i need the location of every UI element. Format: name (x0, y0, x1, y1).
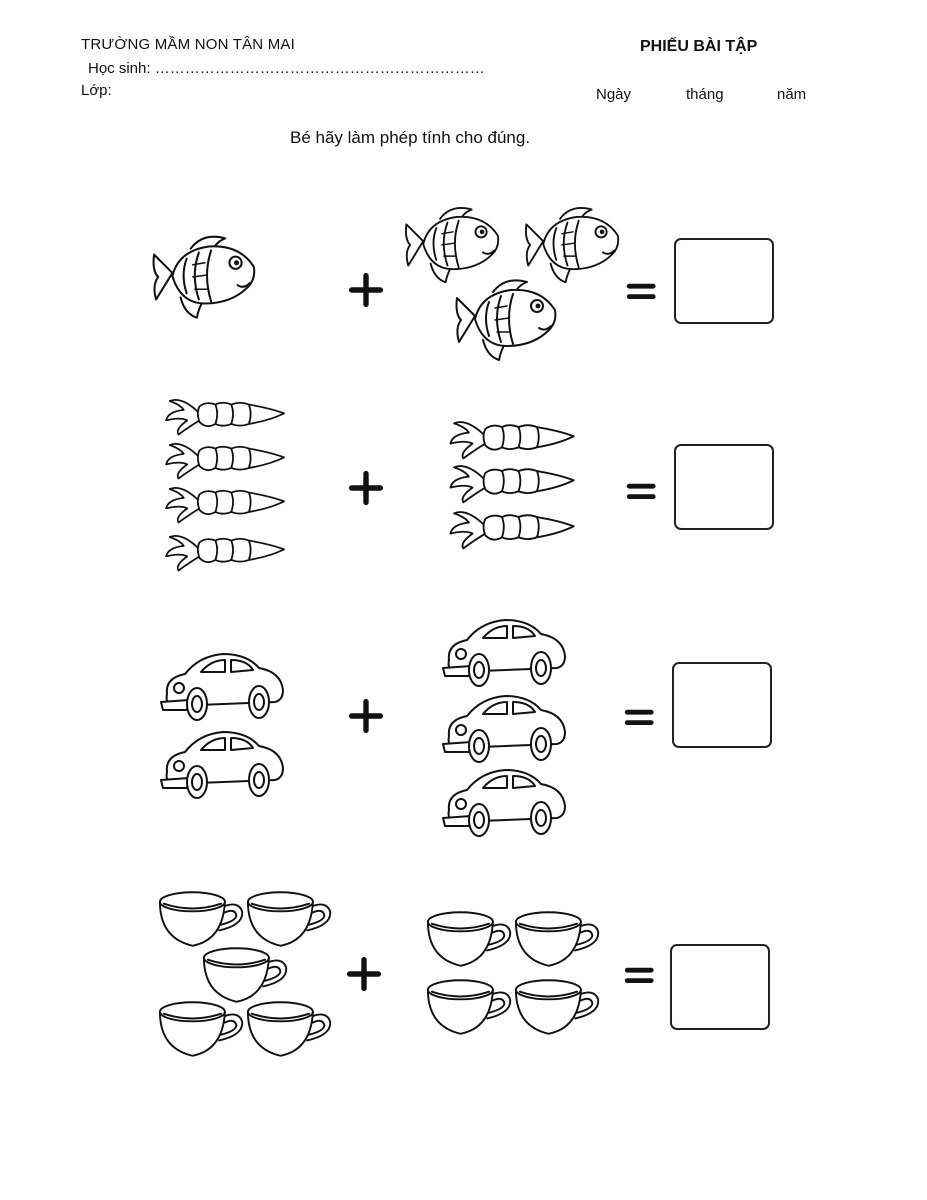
cup-icon (246, 890, 332, 948)
instruction: Bé hãy làm phép tính cho đúng. (290, 128, 531, 147)
fish-icon (150, 230, 262, 322)
car-icon (440, 764, 572, 844)
carrot-icon (156, 394, 296, 438)
answer-box[interactable] (672, 662, 772, 748)
day-label: Ngày (596, 86, 632, 103)
school-name: TRƯỜNG MẦM NON TÂN MAI (81, 36, 295, 53)
answer-box[interactable] (674, 444, 774, 530)
cup-icon (158, 1000, 244, 1058)
plus-sign (348, 272, 384, 308)
carrot-icon (440, 460, 586, 506)
equals-sign (626, 278, 658, 304)
car-icon (158, 726, 290, 806)
plus-sign (348, 470, 384, 506)
carrot-icon (440, 416, 586, 462)
carrot-icon (156, 530, 296, 574)
cup-icon (158, 890, 244, 948)
class-label: Lớp: (81, 82, 112, 99)
car-icon (440, 690, 572, 770)
carrot-icon (440, 506, 586, 552)
carrot-icon (156, 482, 296, 526)
month-label: tháng (686, 86, 724, 103)
equals-sign (626, 478, 658, 504)
cup-icon (426, 910, 512, 968)
cup-icon (514, 910, 600, 968)
plus-sign (348, 698, 384, 734)
car-icon (440, 614, 572, 694)
plus-sign (346, 956, 382, 992)
cup-icon (514, 978, 600, 1036)
answer-box[interactable] (670, 944, 770, 1030)
cup-icon (426, 978, 512, 1036)
student-name-line: Học sinh: ………………………………………………………… (88, 60, 485, 77)
equals-sign (624, 704, 656, 730)
car-icon (158, 648, 290, 728)
worksheet-title: PHIẾU BÀI TẬP (640, 38, 758, 55)
cup-icon (246, 1000, 332, 1058)
year-label: năm (777, 86, 807, 103)
carrot-icon (156, 438, 296, 482)
fish-icon (452, 274, 564, 364)
cup-icon (202, 946, 288, 1004)
answer-box[interactable] (674, 238, 774, 324)
equals-sign (624, 962, 656, 988)
